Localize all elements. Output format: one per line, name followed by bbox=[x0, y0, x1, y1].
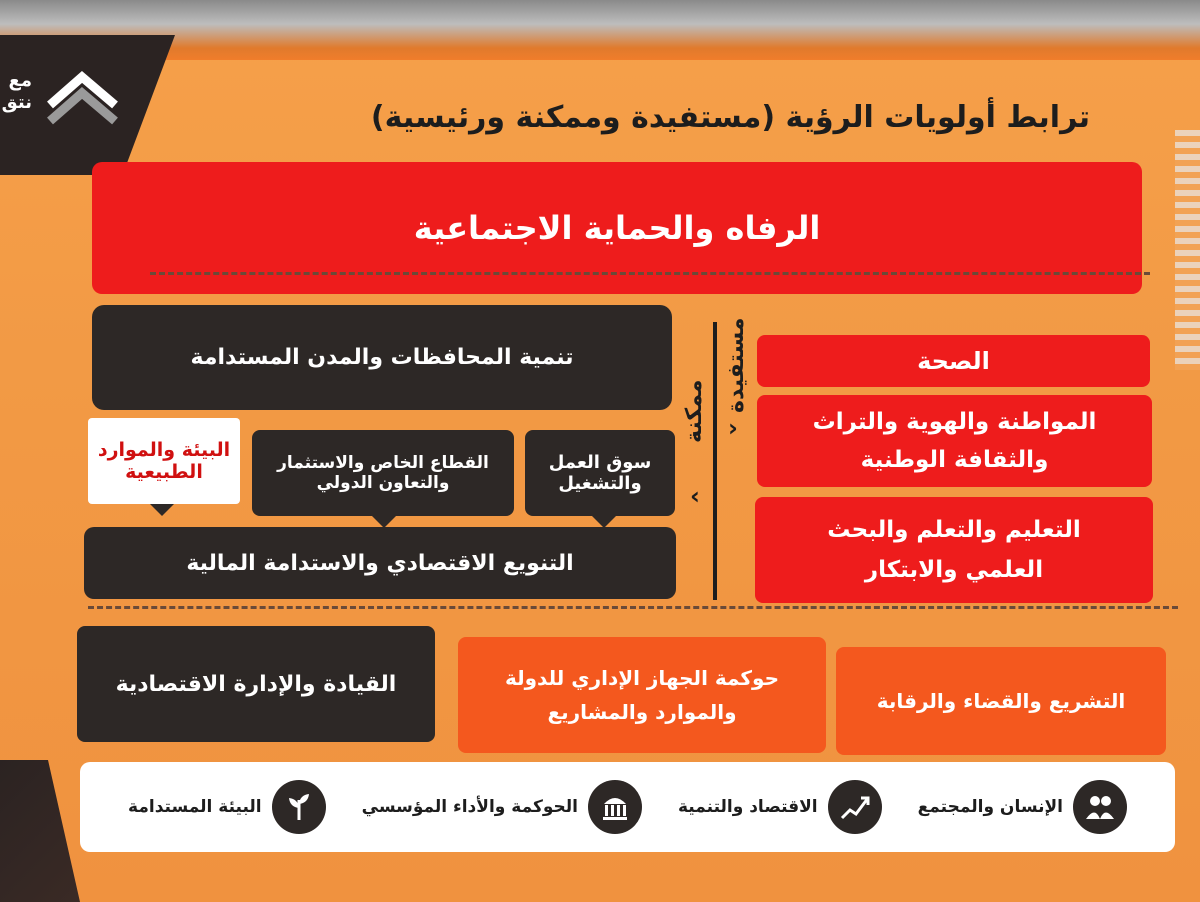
leadership-block: القيادة والإدارة الاقتصادية bbox=[77, 626, 435, 742]
environment-pointer bbox=[150, 504, 174, 516]
environment-block: البيئة والموارد الطبيعية bbox=[88, 418, 240, 504]
screen-edge-decoration bbox=[1175, 130, 1200, 370]
arrow-right-icon: › bbox=[728, 414, 738, 442]
welfare-block: الرفاه والحماية الاجتماعية bbox=[92, 162, 1142, 294]
governance-block: حوكمة الجهاز الإداري للدولة والموارد والمشاريع bbox=[458, 637, 826, 753]
people-icon bbox=[1073, 780, 1127, 834]
education-block: التعليم والتعلم والبحث العلمي والابتكار bbox=[755, 497, 1153, 603]
slide-title: ترابط أولويات الرؤية (مستفيدة وممكنة ورئيسية) bbox=[370, 100, 1090, 135]
government-building-icon bbox=[588, 780, 642, 834]
divider-top bbox=[150, 272, 1150, 275]
top-frame bbox=[0, 0, 1200, 60]
plant-icon bbox=[272, 780, 326, 834]
governorates-block: تنمية المحافظات والمدن المستدامة bbox=[92, 305, 672, 410]
divider-bottom bbox=[88, 606, 1178, 609]
diversification-block: التنويع الاقتصادي والاستدامة المالية bbox=[84, 527, 676, 599]
pillar-people bbox=[918, 780, 1127, 834]
pillar-environment bbox=[128, 780, 326, 834]
pillar-label: البيئة المستدامة bbox=[128, 797, 262, 817]
citizenship-block: المواطنة والهوية والتراث والثقافة الوطنية bbox=[757, 395, 1152, 487]
legislation-block: التشريع والقضاء والرقابة bbox=[836, 647, 1166, 755]
beneficiary-label: مستفيدة bbox=[724, 318, 749, 414]
pillar-label: الاقتصاد والتنمية bbox=[677, 797, 818, 817]
pillar-label: الحوكمة والأداء المؤسسي bbox=[361, 797, 578, 817]
health-block: الصحة bbox=[757, 335, 1150, 387]
brand-text-line2: نتق bbox=[1, 92, 32, 113]
brand-text bbox=[2, 70, 32, 114]
pillar-label: الإنسان والمجتمع bbox=[917, 797, 1063, 817]
private-sector-block: القطاع الخاص والاستثمار والتعاون الدولي bbox=[252, 430, 514, 516]
growth-chart-icon bbox=[828, 780, 882, 834]
enabler-label: ممكنة bbox=[682, 380, 707, 444]
labor-market-block: سوق العمل والتشغيل bbox=[525, 430, 675, 516]
arrow-left-icon: ‹ bbox=[690, 482, 700, 510]
pillars-bar bbox=[80, 762, 1175, 852]
brand-text-line1: مع bbox=[8, 70, 32, 91]
pillar-governance bbox=[362, 780, 642, 834]
center-divider bbox=[713, 322, 717, 600]
pillar-economy bbox=[678, 780, 882, 834]
logo-chevron-icon bbox=[45, 65, 120, 125]
